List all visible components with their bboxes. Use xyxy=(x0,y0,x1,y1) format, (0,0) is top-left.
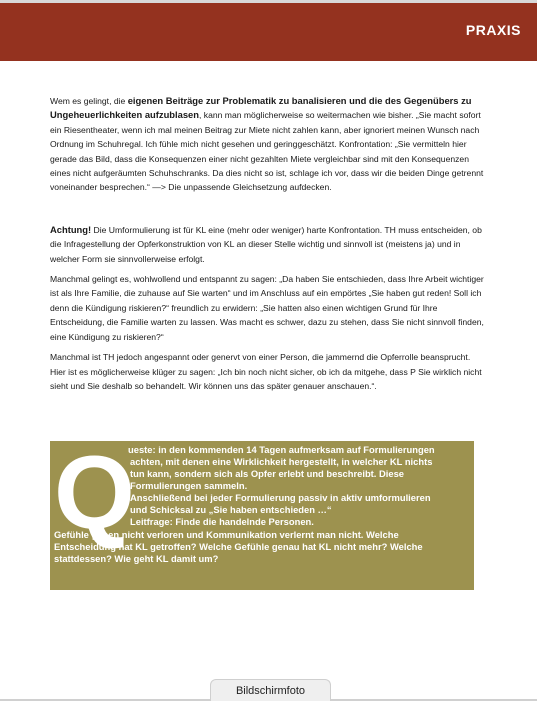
paragraph-1-lead: Wem es gelingt, die xyxy=(50,96,128,106)
quest-line: Entscheidung hat KL getroffen? Welche Gefühle genau hat KL nicht mehr? Welche xyxy=(54,541,423,552)
paragraph-4: Manchmal ist TH jedoch angespannt oder genervt von einer Person, die jammernd die Opferrolle beansprucht. Hier ist es möglicherweise klüger zu sagen: „Ich bin noch nicht sicher, ob ich da mitgehe, dass P Sie wirklich nicht sieht und Sie deshalb so behandelt. Wir können uns das später genauer anschauen.“. xyxy=(50,352,482,391)
quest-line: Anschließend bei jeder Formulierung passiv in aktiv umformulieren xyxy=(130,492,431,503)
paragraph-3: Manchmal gelingt es, wohlwollend und entspannt zu sagen: „Da haben Sie entschieden, dass Ihre Arbeit wichtiger ist als Ihre Familie, die zuhause auf Sie warten“ und im Anschluss auf ein empörtes „Sie haben gut reden! Soll ich denn die Kündigung riskieren?“ freundlich zu erwidern: „Sie hatten also einen wichtigen Grund für Ihre Entscheidung, die Familie warten zu lassen. Was macht es schwer, dazu zu stehen, dass Sie nicht sinnvoll finden, eine Kündigung zu riskieren?“ xyxy=(50,274,484,342)
quest-line: und Schicksal zu „Sie haben entschieden …“ xyxy=(130,504,332,515)
screenshot-tooltip: Bildschirmfoto xyxy=(210,679,331,701)
quest-line: stattdessen? Wie geht KL damit um? xyxy=(54,553,219,564)
quest-initial: Q xyxy=(54,435,135,551)
quest-line: Formulierungen sammeln. xyxy=(130,480,248,491)
paragraph-2-rest: Die Umformulierung ist für KL eine (mehr oder weniger) harte Konfrontation. TH muss entscheiden, ob die Infragestellung der Opferkonstruktion von KL an dieser Stelle wichtig und sinnvoll ist (meistens ja) und in welcher Form sie sinnvollerweise erfolgt. xyxy=(50,224,482,264)
quest-line: tun kann, sondern sich als Opfer erlebt und beschreibt. Diese xyxy=(130,468,405,479)
paragraph-2 xyxy=(50,223,488,266)
paragraph-1 xyxy=(50,94,488,195)
quest-line: achten, mit denen eine Wirklichkeit hergestellt, in welcher KL nichts xyxy=(130,456,433,467)
quest-line: Leitfrage: Finde die handelnde Personen. xyxy=(130,516,314,527)
article-body xyxy=(50,94,488,399)
quest-line: ueste: in den kommenden 14 Tagen aufmerksam auf Formulierungen xyxy=(128,444,435,455)
quest-box xyxy=(50,435,474,590)
paragraph-1-emphasis: eigenen Beiträge zur Problematik zu banalisieren und die des Gegenübers zu Ungeheuerlichkeiten aufzublasen xyxy=(50,95,472,121)
quest-line: Gefühle gehen nicht verloren und Kommunikation verlernt man nicht. Welche xyxy=(54,529,399,540)
section-title: PRAXIS xyxy=(465,22,521,38)
section-header xyxy=(0,3,537,61)
paragraph-1-rest: , kann man möglicherweise so weitermachen wie bisher. „Sie macht sofort ein Riesentheater, wenn ich mal meinen Beitrag zur Miete nicht zahlen kann, aber ignoriert meinen Wunsch nach Ordnung im Schuhregal. Ich fühle mich nicht gesehen und geringgeschätzt. Konfrontation: „Sie vermitteln hier gerade das Bild, dass die Konsequenzen einer nicht gezahlten Miete vergleichbar sind mit den Konsequenzen eines nicht aufgeräumten Schuhschranks. Da dies nicht so ist, schlage ich vor, dass wir die beiden Dinge getrennt voneinander besprechen.“ —> Die unpassende Gleichsetzung aufdecken. xyxy=(50,110,484,193)
attention-label: Achtung! xyxy=(50,223,92,235)
